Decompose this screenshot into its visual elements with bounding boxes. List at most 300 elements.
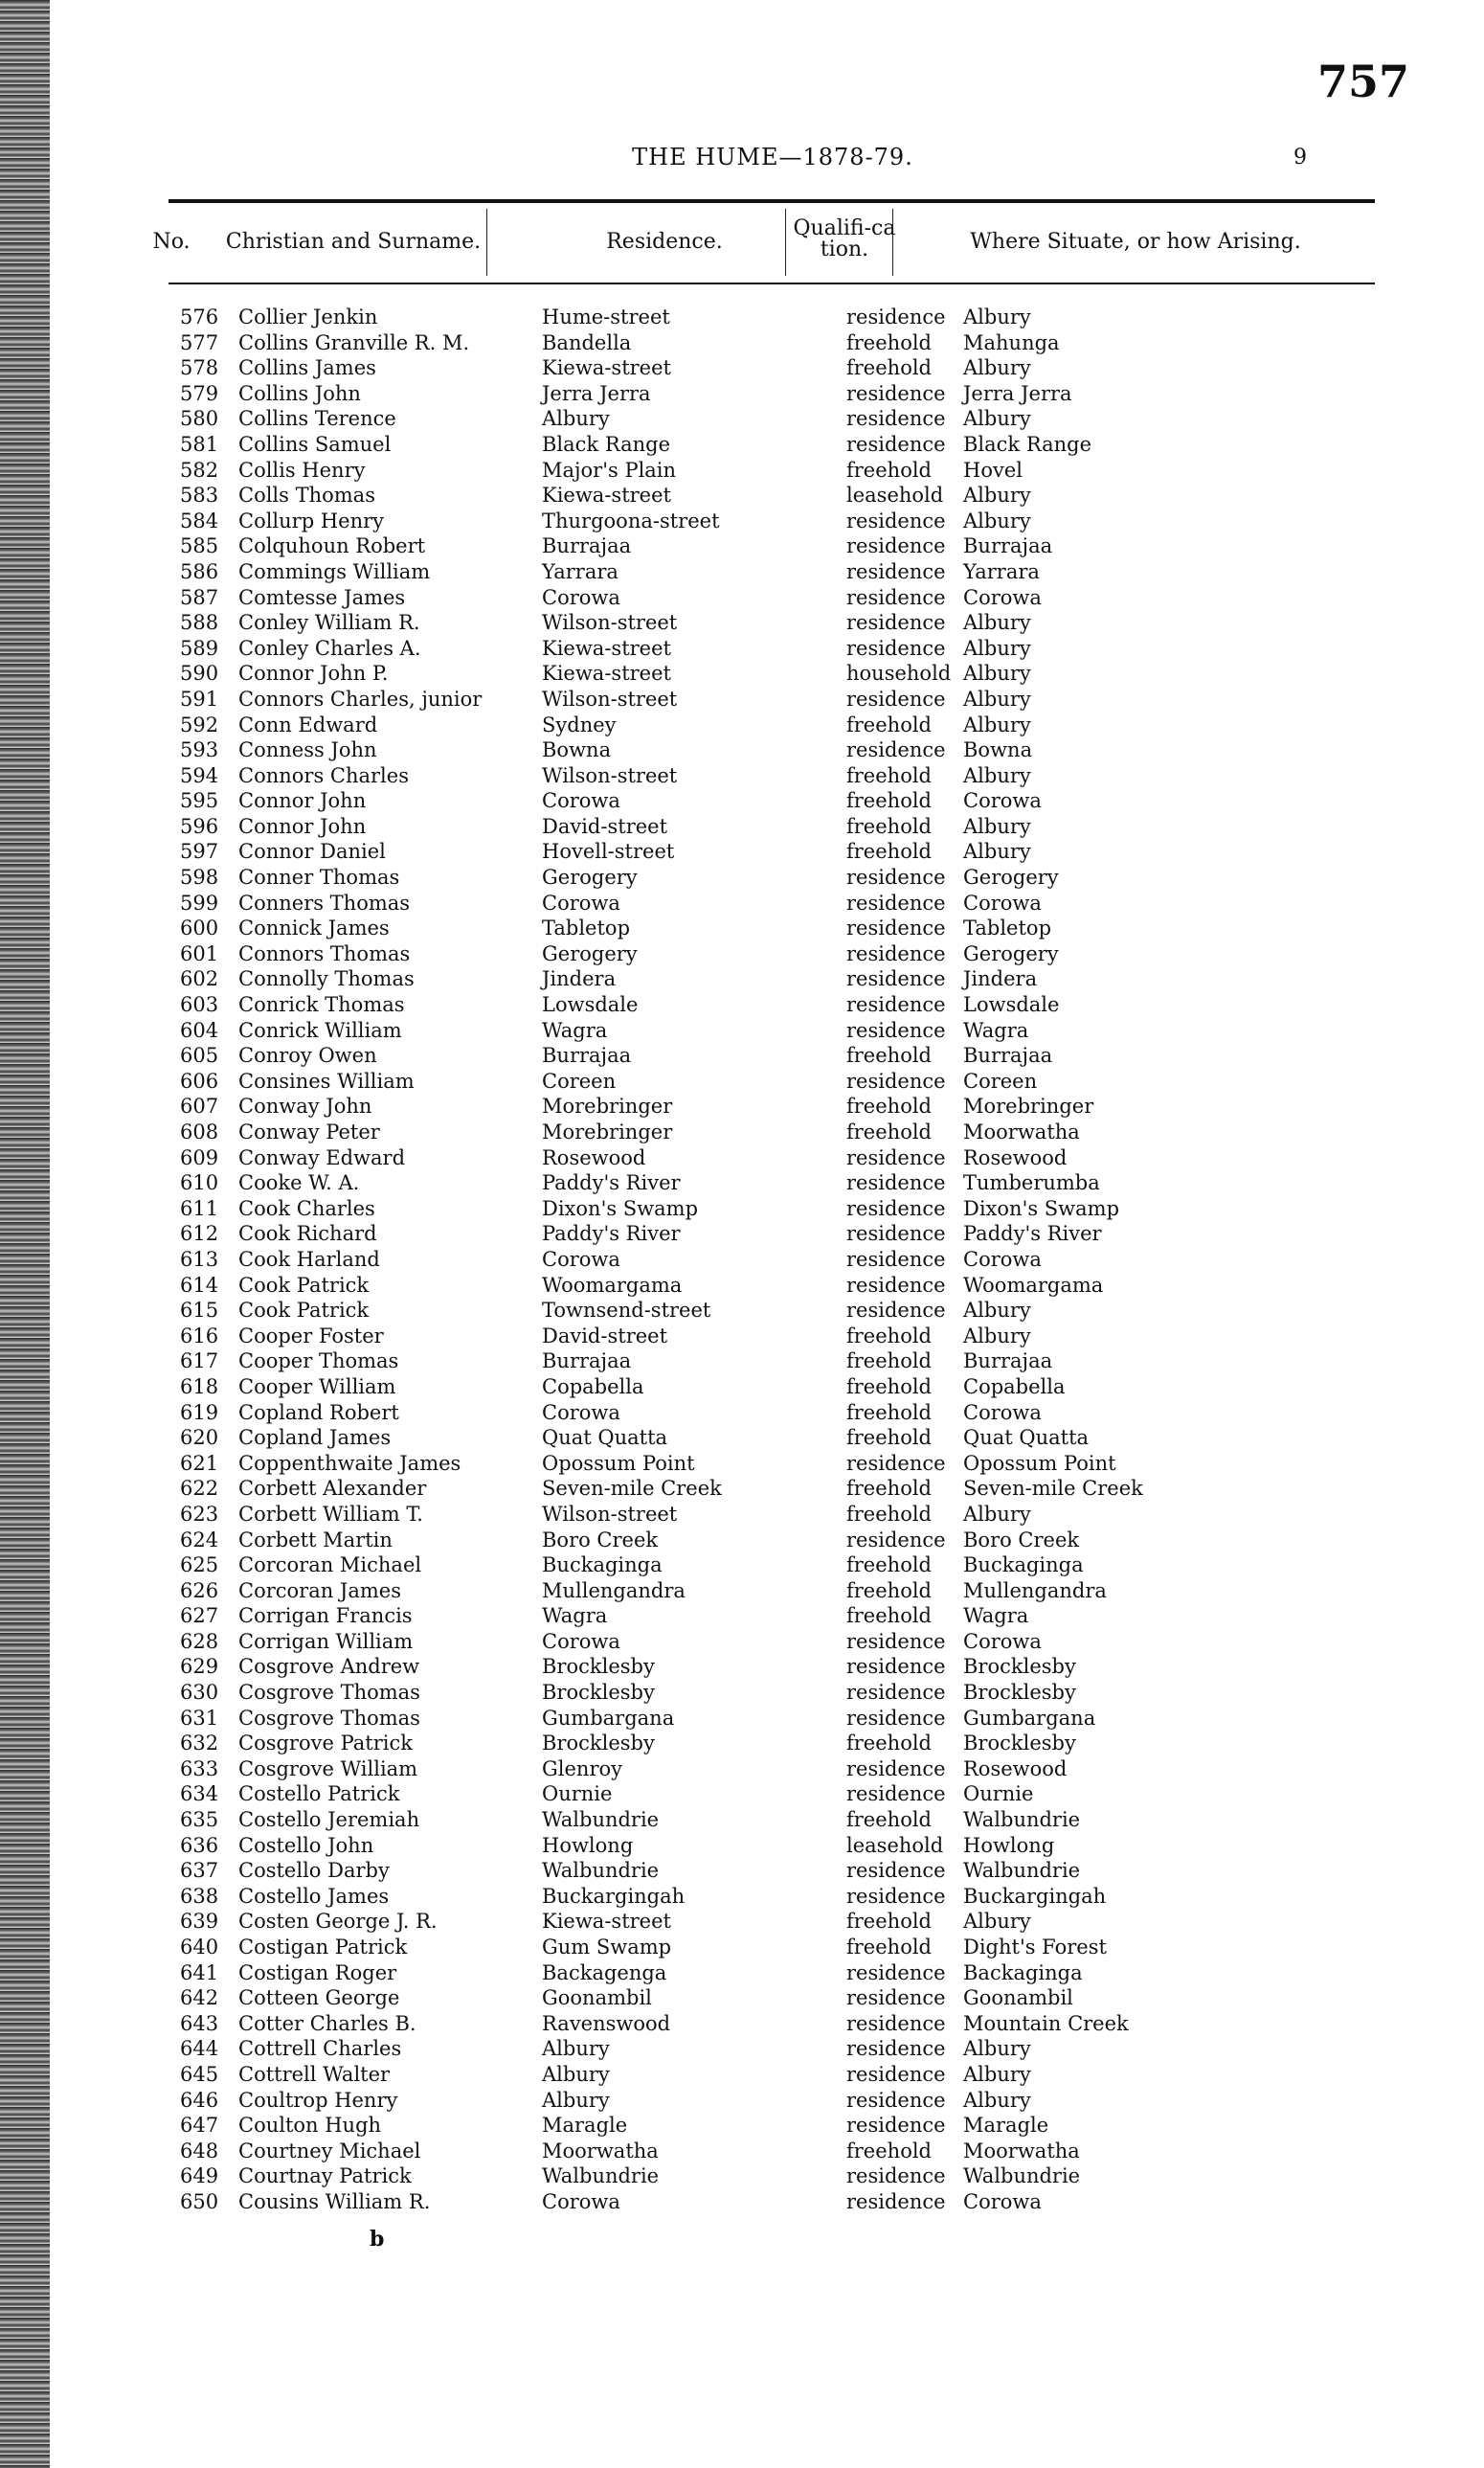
qualification-cell: residence: [846, 1528, 946, 1551]
table-row: [169, 916, 1375, 941]
row-number: 641: [180, 1960, 219, 1984]
table-row: [169, 1578, 1375, 1604]
row-number: 604: [180, 1018, 219, 1042]
voter-name: Corbett Alexander: [238, 1477, 427, 1501]
table-row: [169, 483, 1375, 509]
row-number: 624: [180, 1528, 219, 1551]
voter-name: Costigan Roger: [238, 1960, 397, 1984]
qualification-cell: residence: [846, 2164, 946, 2188]
where-situate-cell: Dixon's Swamp: [963, 1196, 1120, 1220]
table-row: [169, 585, 1375, 611]
table-row: [169, 661, 1375, 687]
table-row: [169, 2062, 1375, 2088]
row-number: 583: [180, 484, 219, 508]
column-header-residence: Residence.: [606, 230, 723, 254]
table-row: [169, 1247, 1375, 1273]
voter-name: Cotteen George: [238, 1986, 400, 2010]
where-situate-cell: Albury: [963, 611, 1031, 635]
residence-cell: Wilson-street: [542, 763, 678, 787]
residence-cell: Paddy's River: [542, 1222, 681, 1246]
residence-cell: Kiewa-street: [542, 662, 671, 686]
voter-name: Cook Patrick: [238, 1299, 370, 1323]
table-row: [169, 2113, 1375, 2139]
table-row: [169, 814, 1375, 840]
table-row: [169, 1884, 1375, 1910]
row-number: 588: [180, 611, 219, 635]
table-row: [169, 1629, 1375, 1655]
residence-cell: Albury: [542, 407, 610, 431]
row-number: 591: [180, 687, 219, 711]
where-situate-cell: Corowa: [963, 1400, 1042, 1424]
voter-name: Conn Edward: [238, 713, 378, 736]
table-row: [169, 559, 1375, 585]
where-situate-cell: Albury: [963, 509, 1031, 532]
residence-cell: Walbundrie: [542, 1859, 660, 1883]
row-number: 630: [180, 1681, 219, 1705]
row-number: 585: [180, 534, 219, 558]
residence-cell: Corowa: [542, 1400, 620, 1424]
qualification-cell: residence: [846, 611, 946, 635]
header-bottom-rule: [169, 283, 1375, 284]
voter-name: Cooke W. A.: [238, 1171, 360, 1195]
voter-name: Cottrell Walter: [238, 2062, 391, 2086]
voter-name: Connor John: [238, 789, 367, 813]
qualification-cell: freehold: [846, 1426, 932, 1450]
voter-name: Cosgrove Thomas: [238, 1681, 420, 1705]
row-number: 579: [180, 381, 219, 405]
residence-cell: Corowa: [542, 789, 620, 813]
where-situate-cell: Walbundrie: [963, 2164, 1081, 2188]
qualification-cell: residence: [846, 1069, 946, 1093]
voter-name: Collis Henry: [238, 458, 366, 482]
row-number: 648: [180, 2139, 219, 2162]
where-situate-cell: Albury: [963, 662, 1031, 686]
table-row: [169, 1043, 1375, 1069]
residence-cell: Burrajaa: [542, 534, 632, 558]
qualification-cell: residence: [846, 432, 946, 456]
row-number: 582: [180, 458, 219, 482]
voter-name: Conrick Thomas: [238, 993, 405, 1017]
table-row: [169, 2036, 1375, 2062]
qualification-cell: freehold: [846, 1578, 932, 1602]
where-situate-cell: Dight's Forest: [963, 1936, 1107, 1959]
table-row: [169, 1858, 1375, 1884]
page-number: 757: [1316, 56, 1409, 107]
row-number: 578: [180, 356, 219, 380]
where-situate-cell: Yarrara: [963, 559, 1040, 583]
table-row: [169, 1018, 1375, 1044]
residence-cell: Hovell-street: [542, 840, 675, 864]
qualification-cell: residence: [846, 866, 946, 890]
voter-name: Cooper Thomas: [238, 1349, 399, 1373]
table-row: [169, 1960, 1375, 1986]
qualification-cell: residence: [846, 1273, 946, 1297]
where-situate-cell: Albury: [963, 840, 1031, 864]
row-number: 616: [180, 1324, 219, 1347]
table-row: [169, 1374, 1375, 1400]
voter-name: Costen George J. R.: [238, 1910, 438, 1934]
column-divider: [785, 209, 786, 276]
qualification-cell: freehold: [846, 330, 932, 354]
voter-name: Courtnay Patrick: [238, 2164, 412, 2188]
qualification-cell: freehold: [846, 1324, 932, 1347]
where-situate-cell: Mullengandra: [963, 1578, 1107, 1602]
qualification-cell: freehold: [846, 1374, 932, 1398]
table-row: [169, 1273, 1375, 1299]
table-row: [169, 687, 1375, 713]
where-situate-cell: Moorwatha: [963, 2139, 1080, 2162]
where-situate-cell: Bowna: [963, 738, 1033, 762]
residence-cell: Townsend-street: [542, 1299, 711, 1323]
row-number: 619: [180, 1400, 219, 1424]
row-number: 626: [180, 1578, 219, 1602]
qualification-cell: residence: [846, 1222, 946, 1246]
where-situate-cell: Albury: [963, 306, 1031, 328]
row-number: 647: [180, 2114, 219, 2138]
qualification-cell: residence: [846, 738, 946, 762]
where-situate-cell: Gerogery: [963, 941, 1059, 965]
voter-name: Copland Robert: [238, 1400, 399, 1424]
table-row: [169, 966, 1375, 992]
voter-name: Conway Edward: [238, 1145, 406, 1169]
table-row: [169, 1706, 1375, 1732]
qualification-cell: residence: [846, 1196, 946, 1220]
qualification-cell: residence: [846, 534, 946, 558]
residence-cell: Wilson-street: [542, 687, 678, 711]
residence-cell: Wilson-street: [542, 611, 678, 635]
where-situate-cell: Gumbargana: [963, 1706, 1096, 1730]
row-number: 584: [180, 509, 219, 532]
residence-cell: Corowa: [542, 1629, 620, 1653]
voter-name: Connolly Thomas: [238, 967, 415, 991]
table-row: [169, 1348, 1375, 1374]
qualification-cell: residence: [846, 967, 946, 991]
where-situate-cell: Jindera: [963, 967, 1038, 991]
where-situate-cell: Walbundrie: [963, 1808, 1081, 1832]
where-situate-cell: Woomargama: [963, 1273, 1104, 1297]
residence-cell: Moorwatha: [542, 2139, 659, 2162]
voter-name: Connors Thomas: [238, 941, 411, 965]
residence-cell: Burrajaa: [542, 1044, 632, 1068]
qualification-cell: freehold: [846, 1502, 932, 1526]
row-number: 613: [180, 1247, 219, 1271]
row-number: 643: [180, 2011, 219, 2035]
table-row: [169, 1221, 1375, 1247]
residence-cell: Bandella: [542, 330, 632, 354]
voter-name: Costigan Patrick: [238, 1936, 408, 1959]
residence-cell: Brocklesby: [542, 1655, 655, 1679]
table-row: [169, 2189, 1375, 2215]
voter-name: Cottrell Charles: [238, 2037, 402, 2061]
voter-name: Costello John: [238, 1833, 374, 1857]
row-number: 592: [180, 713, 219, 736]
residence-cell: Black Range: [542, 432, 671, 456]
row-number: 615: [180, 1299, 219, 1323]
residence-cell: Gum Swamp: [542, 1936, 672, 1959]
residence-cell: Ournie: [542, 1782, 613, 1806]
voter-name: Conley William R.: [238, 611, 420, 635]
qualification-cell: freehold: [846, 814, 932, 838]
residence-cell: Kiewa-street: [542, 636, 671, 660]
residence-cell: Kiewa-street: [542, 356, 671, 380]
table-row: [169, 1781, 1375, 1807]
residence-cell: Opossum Point: [542, 1451, 695, 1475]
table-row: [169, 1756, 1375, 1782]
qualification-cell: residence: [846, 1247, 946, 1271]
where-situate-cell: Ournie: [963, 1782, 1034, 1806]
qualification-cell: freehold: [846, 1808, 932, 1832]
row-number: 617: [180, 1349, 219, 1373]
table-row: [169, 1909, 1375, 1935]
table-row: [169, 763, 1375, 789]
qualification-cell: freehold: [846, 1044, 932, 1068]
qualification-cell: residence: [846, 1451, 946, 1475]
voter-name: Costello Patrick: [238, 1782, 400, 1806]
residence-cell: Quat Quatta: [542, 1426, 668, 1450]
table-row: [169, 636, 1375, 662]
table-row: [169, 533, 1375, 559]
where-situate-cell: Albury: [963, 713, 1031, 736]
row-number: 576: [180, 306, 219, 328]
qualification-cell: leasehold: [846, 484, 944, 508]
voter-name: Comtesse James: [238, 585, 406, 609]
table-row: [169, 432, 1375, 458]
qualification-cell: freehold: [846, 458, 932, 482]
qualification-cell: residence: [846, 1884, 946, 1908]
residence-cell: Major's Plain: [542, 458, 677, 482]
residence-cell: Morebringer: [542, 1121, 673, 1143]
where-situate-cell: Mountain Creek: [963, 2011, 1129, 2035]
where-situate-cell: Brocklesby: [963, 1732, 1076, 1755]
table-row: [169, 1069, 1375, 1095]
table-row: [169, 509, 1375, 534]
row-number: 605: [180, 1044, 219, 1068]
residence-cell: Lowsdale: [542, 993, 639, 1017]
residence-cell: Thurgoona-street: [542, 509, 720, 532]
voter-name: Connor Daniel: [238, 840, 386, 864]
table-row: [169, 1170, 1375, 1196]
qualification-cell: freehold: [846, 713, 932, 736]
where-situate-cell: Albury: [963, 484, 1031, 508]
row-number: 621: [180, 1451, 219, 1475]
qualification-cell: residence: [846, 1629, 946, 1653]
voter-name: Collins Terence: [238, 407, 396, 431]
where-situate-cell: Coreen: [963, 1069, 1038, 1093]
qualification-cell: freehold: [846, 1349, 932, 1373]
row-number: 599: [180, 891, 219, 915]
residence-cell: Copabella: [542, 1374, 644, 1398]
qualification-cell: freehold: [846, 1400, 932, 1424]
voter-name: Collins John: [238, 381, 361, 405]
voter-name: Collurp Henry: [238, 509, 384, 532]
qualification-cell: residence: [846, 381, 946, 405]
voter-name: Cosgrove Patrick: [238, 1732, 413, 1755]
row-number: 594: [180, 763, 219, 787]
where-situate-cell: Albury: [963, 2062, 1031, 2086]
table-row: [169, 1731, 1375, 1756]
book-binding-edge: [0, 0, 50, 2468]
residence-cell: Kiewa-street: [542, 1910, 671, 1934]
voter-name: Commings William: [238, 559, 431, 583]
column-header-no: No.: [152, 230, 191, 254]
qualification-cell: residence: [846, 1145, 946, 1169]
residence-cell: Gerogery: [542, 866, 638, 890]
where-situate-cell: Gerogery: [963, 866, 1059, 890]
where-situate-cell: Opossum Point: [963, 1451, 1116, 1475]
where-situate-cell: Rosewood: [963, 1145, 1068, 1169]
where-situate-cell: Albury: [963, 356, 1031, 380]
voter-name: Conley Charles A.: [238, 636, 421, 660]
qualification-cell: freehold: [846, 789, 932, 813]
table-row: [169, 2139, 1375, 2164]
residence-cell: Brocklesby: [542, 1732, 655, 1755]
residence-cell: Gumbargana: [542, 1706, 675, 1730]
row-number: 596: [180, 814, 219, 838]
residence-cell: Buckaginga: [542, 1553, 663, 1577]
voter-name: Colquhoun Robert: [238, 534, 426, 558]
voter-name: Cook Patrick: [238, 1273, 370, 1297]
residence-cell: Walbundrie: [542, 2164, 660, 2188]
table-row: [169, 1833, 1375, 1859]
residence-cell: Brocklesby: [542, 1681, 655, 1705]
voter-name: Courtney Michael: [238, 2139, 421, 2162]
residence-cell: Seven-mile Creek: [542, 1477, 722, 1501]
row-number: 600: [180, 917, 219, 940]
table-row: [169, 381, 1375, 407]
qualification-cell: residence: [846, 1299, 946, 1323]
table-row: [169, 1120, 1375, 1145]
residence-cell: Backagenga: [542, 1960, 667, 1984]
table-row: [169, 355, 1375, 381]
row-number: 637: [180, 1859, 219, 1883]
table-row: [169, 1196, 1375, 1222]
qualification-cell: residence: [846, 1859, 946, 1883]
qualification-cell: freehold: [846, 763, 932, 787]
residence-cell: Buckargingah: [542, 1884, 686, 1908]
row-number: 603: [180, 993, 219, 1017]
voter-name: Copland James: [238, 1426, 392, 1450]
table-row: [169, 2011, 1375, 2037]
column-header-qualification: Qualifi-cation.: [793, 216, 896, 261]
row-number: 590: [180, 662, 219, 686]
voter-name: Cooper Foster: [238, 1324, 384, 1347]
where-situate-cell: Corowa: [963, 2189, 1042, 2213]
where-situate-cell: Black Range: [963, 432, 1092, 456]
electoral-roll-list: [169, 305, 1375, 2215]
where-situate-cell: Albury: [963, 814, 1031, 838]
signature-mark: b: [370, 2227, 385, 2252]
residence-cell: Jerra Jerra: [542, 381, 651, 405]
voter-name: Costello Darby: [238, 1859, 390, 1883]
qualification-cell: freehold: [846, 840, 932, 864]
row-number: 628: [180, 1629, 219, 1653]
qualification-cell: freehold: [846, 2139, 932, 2162]
running-head: THE HUME—1878-79.: [632, 144, 913, 170]
row-number: 649: [180, 2164, 219, 2188]
voter-name: Coppenthwaite James: [238, 1451, 461, 1475]
qualification-cell: residence: [846, 1018, 946, 1042]
residence-cell: Morebringer: [542, 1095, 673, 1119]
table-row: [169, 992, 1375, 1018]
qualification-cell: residence: [846, 2011, 946, 2035]
residence-cell: Goonambil: [542, 1986, 652, 2010]
table-row: [169, 1451, 1375, 1477]
table-row: [169, 1807, 1375, 1833]
row-number: 623: [180, 1502, 219, 1526]
where-situate-cell: Corowa: [963, 585, 1042, 609]
table-row: [169, 1552, 1375, 1578]
voter-name: Connick James: [238, 917, 390, 940]
table-row: [169, 458, 1375, 484]
document-page: [61, 0, 1484, 2468]
row-number: 597: [180, 840, 219, 864]
where-situate-cell: Albury: [963, 2088, 1031, 2112]
table-row: [169, 891, 1375, 917]
residence-cell: Corowa: [542, 891, 620, 915]
where-situate-cell: Wagra: [963, 1018, 1029, 1042]
residence-cell: Dixon's Swamp: [542, 1196, 699, 1220]
voter-name: Connor John P.: [238, 662, 389, 686]
row-number: 625: [180, 1553, 219, 1577]
voter-name: Connor John: [238, 814, 367, 838]
column-divider: [892, 209, 893, 276]
where-situate-cell: Maragle: [963, 2114, 1049, 2138]
residence-cell: Albury: [542, 2062, 610, 2086]
table-row: [169, 839, 1375, 865]
where-situate-cell: Paddy's River: [963, 1222, 1102, 1246]
residence-cell: Coreen: [542, 1069, 617, 1093]
qualification-cell: residence: [846, 559, 946, 583]
table-row: [169, 737, 1375, 763]
table-row: [169, 305, 1375, 330]
row-number: 629: [180, 1655, 219, 1679]
where-situate-cell: Corowa: [963, 1247, 1042, 1271]
table-row: [169, 1324, 1375, 1349]
where-situate-cell: Backaginga: [963, 1960, 1083, 1984]
voter-name: Collins Samuel: [238, 432, 392, 456]
qualification-cell: freehold: [846, 1732, 932, 1755]
residence-cell: Gerogery: [542, 941, 638, 965]
voter-name: Conroy Owen: [238, 1044, 377, 1068]
row-number: 589: [180, 636, 219, 660]
row-number: 611: [180, 1196, 219, 1220]
where-situate-cell: Hovel: [963, 458, 1023, 482]
residence-cell: Yarrara: [542, 559, 618, 583]
qualification-cell: residence: [846, 1782, 946, 1806]
voter-name: Cook Charles: [238, 1196, 375, 1220]
voter-name: Cook Harland: [238, 1247, 380, 1271]
table-row: [169, 1985, 1375, 2011]
table-row: [169, 713, 1375, 738]
row-number: 640: [180, 1936, 219, 1959]
header-top-rule: [169, 199, 1375, 203]
residence-cell: David-street: [542, 1324, 668, 1347]
row-number: 639: [180, 1910, 219, 1934]
qualification-cell: residence: [846, 1681, 946, 1705]
residence-cell: Woomargama: [542, 1273, 683, 1297]
residence-cell: Maragle: [542, 2114, 628, 2138]
row-number: 587: [180, 585, 219, 609]
qualification-cell: residence: [846, 941, 946, 965]
where-situate-cell: Buckaginga: [963, 1553, 1084, 1577]
row-number: 601: [180, 941, 219, 965]
sheet-number: 9: [1293, 146, 1307, 170]
where-situate-cell: Corowa: [963, 1629, 1042, 1653]
table-row: [169, 1425, 1375, 1451]
where-situate-cell: Burrajaa: [963, 534, 1053, 558]
table-row: [169, 1935, 1375, 1960]
row-number: 612: [180, 1222, 219, 1246]
